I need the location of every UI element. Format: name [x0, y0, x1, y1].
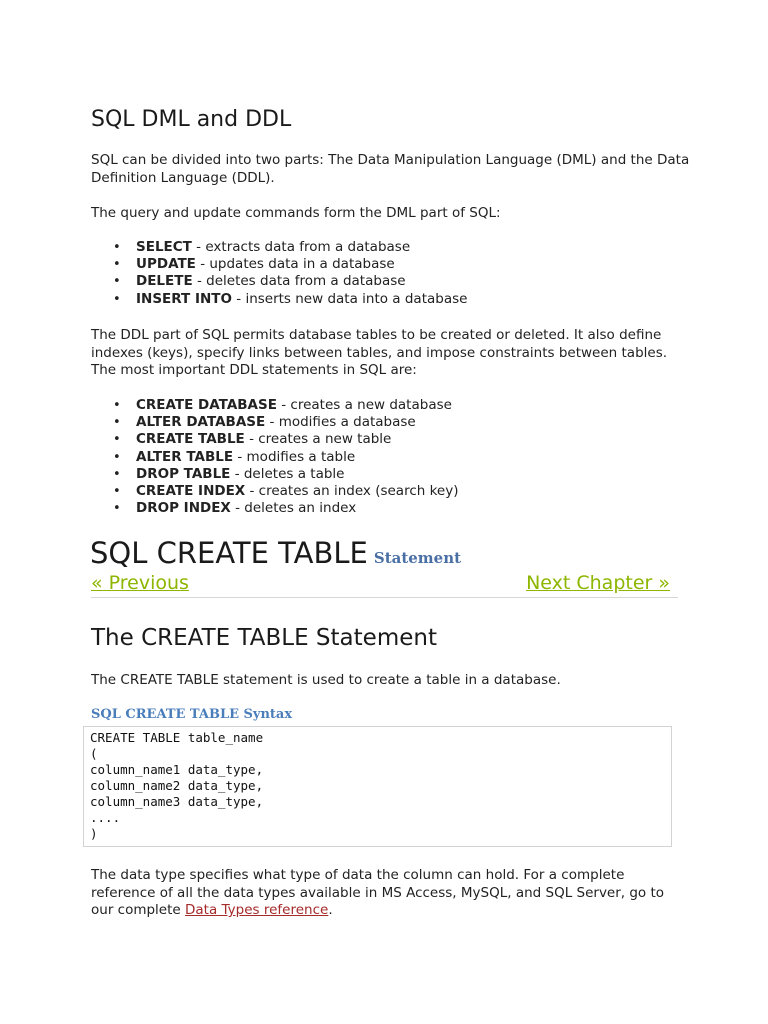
code-line: ): [90, 826, 98, 841]
statement-keyword: CREATE TABLE: [136, 431, 245, 448]
divider: [91, 597, 678, 598]
bullet-icon: •: [113, 257, 121, 273]
sentence-end: .: [328, 902, 333, 918]
bullet-icon: •: [113, 274, 121, 290]
list-item: [91, 500, 459, 517]
code-line: column_name1 data_type,: [90, 762, 264, 777]
next-chapter-link[interactable]: Next Chapter »: [526, 572, 670, 594]
statement-description: - deletes a table: [230, 465, 345, 482]
ddl-statement-list: [91, 397, 459, 517]
statement-keyword: ALTER DATABASE: [136, 414, 266, 431]
bullet-icon: •: [113, 449, 121, 465]
code-line: CREATE TABLE table_name: [90, 730, 264, 745]
create-table-heading: [90, 536, 461, 570]
command-description: - updates data in a database: [195, 256, 395, 273]
list-item: [91, 397, 459, 414]
list-item: [91, 466, 459, 483]
bullet-icon: •: [113, 291, 121, 307]
bullet-icon: •: [113, 466, 121, 482]
intro-paragraph: SQL can be divided into two parts: The Data Manipulation Language (DML) and the Data Definition Language (DDL).: [91, 152, 690, 186]
syntax-code-block: [83, 726, 672, 847]
command-description: - extracts data from a database: [191, 239, 411, 255]
bullet-icon: •: [113, 398, 121, 413]
section-title-dml-ddl: SQL DML and DDL: [91, 107, 292, 132]
bullet-icon: •: [113, 484, 121, 500]
statement-keyword: ALTER TABLE: [136, 448, 234, 465]
statement-description: - creates a new database: [276, 397, 452, 413]
code-line: (: [90, 746, 98, 761]
list-item: [91, 273, 467, 290]
previous-link[interactable]: « Previous: [91, 572, 189, 594]
list-item: [91, 431, 459, 448]
subsection-title: The CREATE TABLE Statement: [91, 625, 437, 651]
syntax-heading: SQL CREATE TABLE Syntax: [91, 707, 293, 722]
command-keyword: SELECT: [136, 239, 192, 255]
statement-description: - creates an index (search key): [245, 483, 459, 500]
statement-description: - modifies a database: [265, 414, 416, 431]
bullet-icon: •: [113, 501, 121, 517]
bullet-icon: •: [113, 240, 121, 255]
bullet-icon: •: [113, 432, 121, 448]
statement-description: - creates a new table: [244, 431, 392, 448]
data-types-reference-link[interactable]: Data Types reference: [185, 902, 329, 918]
list-item: [91, 291, 467, 308]
list-item: [91, 256, 467, 273]
statement-description: - deletes an index: [230, 500, 357, 517]
list-item: [91, 449, 459, 466]
command-keyword: UPDATE: [136, 256, 196, 273]
statement-keyword: CREATE INDEX: [136, 483, 246, 500]
list-item: [91, 414, 459, 431]
ddl-intro-paragraph: The DDL part of SQL permits database tables to be created or deleted. It also define indexes (keys), specify links between tables, and impose constraints between tables. The most important DDL statements in SQL are:: [91, 327, 668, 378]
bullet-icon: •: [113, 415, 121, 431]
statement-description: - modifies a table: [233, 448, 356, 465]
list-item: [91, 483, 459, 500]
list-item: [91, 239, 467, 256]
command-keyword: INSERT INTO: [136, 290, 232, 307]
code-line: column_name2 data_type,: [90, 778, 264, 793]
dml-command-list: [91, 239, 467, 308]
command-description: - inserts new data into a database: [231, 290, 468, 307]
code-line: ....: [90, 810, 121, 825]
dml-intro-paragraph: The query and update commands form the DML part of SQL:: [91, 205, 501, 221]
statement-keyword: DROP TABLE: [136, 465, 231, 482]
statement-keyword: DROP INDEX: [136, 500, 231, 517]
title-suffix: Statement: [373, 549, 462, 567]
code-line: column_name3 data_type,: [90, 794, 264, 809]
command-keyword: DELETE: [136, 273, 193, 290]
create-table-description: The CREATE TABLE statement is used to create a table in a database.: [91, 672, 561, 688]
command-description: - deletes data from a database: [192, 273, 406, 290]
page-title: SQL CREATE TABLE: [90, 536, 368, 570]
statement-keyword: CREATE DATABASE: [136, 397, 277, 413]
data-type-paragraph: [91, 867, 681, 920]
data-type-text: The data type specifies what type of data the column can hold. For a complete reference of all the data types available in MS Access, MySQL, and SQL Server, go to our complete: [91, 867, 665, 918]
